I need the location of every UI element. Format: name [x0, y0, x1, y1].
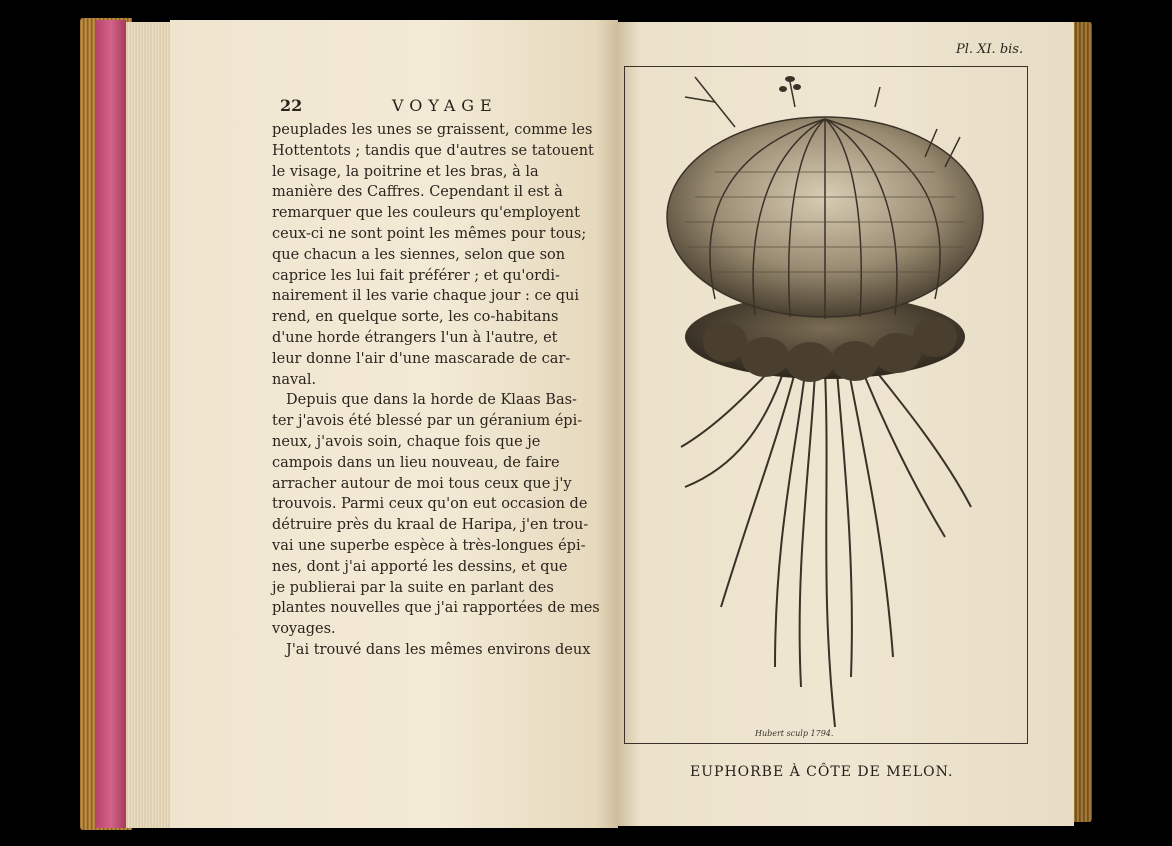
text-line: Depuis que dans la horde de Klaas Bas-: [286, 392, 577, 409]
text-line: d'une horde étrangers l'un à l'autre, et: [272, 329, 558, 346]
text-line: naval.: [272, 371, 317, 388]
text-line: Hottentots ; tandis que d'autres se tatouent: [272, 142, 594, 159]
text-line: nairement il les varie chaque jour : ce qui: [272, 288, 580, 305]
body-text: [272, 120, 598, 661]
text-line: ter j'avois été blessé par un géranium épi-: [272, 413, 583, 430]
text-line: je publierai par la suite en parlant des: [272, 579, 554, 596]
page-edges: [126, 22, 172, 828]
text-line: neux, j'avois soin, chaque fois que je: [272, 433, 541, 450]
left-page: [170, 20, 618, 828]
text-line: rend, en quelque sorte, les co-habitans: [272, 309, 559, 326]
running-head: [280, 96, 600, 118]
text-line: trouvois. Parmi ceux qu'on eut occasion de: [272, 496, 588, 513]
text-line: le visage, la poitrine et les bras, à la: [272, 163, 539, 180]
text-line: leur donne l'air d'une mascarade de car-: [272, 350, 571, 367]
running-head-title: VOYAGE: [392, 96, 498, 115]
page-number: 22: [280, 96, 303, 115]
text-line: J'ai trouvé dans les mêmes environs deux: [286, 641, 591, 658]
plate-label: Pl. XI. bis.: [956, 42, 1024, 57]
text-line: plantes nouvelles que j'ai rapportées de mes: [272, 600, 600, 617]
text-line: ceux-ci ne sont point les mêmes pour tous;: [272, 225, 587, 242]
text-line: vai une superbe espèce à très-longues épi-: [272, 537, 586, 554]
text-line: que chacun a les siennes, selon que son: [272, 246, 566, 263]
plate-caption: EUPHORBE À CÔTE DE MELON.: [690, 764, 954, 780]
euphorbia-illustration: [625, 67, 1027, 743]
right-page: [618, 22, 1074, 826]
text-line: campois dans un lieu nouveau, de faire: [272, 454, 560, 471]
text-line: caprice les lui fait préférer ; et qu'ordi-: [272, 267, 560, 284]
engraver-signature: Hubert sculp 1794.: [755, 729, 834, 738]
text-line: nes, dont j'ai apporté les dessins, et que: [272, 558, 568, 575]
text-line: détruire près du kraal de Haripa, j'en trou-: [272, 517, 589, 534]
text-line: remarquer que les couleurs qu'employent: [272, 205, 580, 222]
text-line: manière des Caffres. Cependant il est à: [272, 184, 563, 201]
book-cover-right: [1072, 22, 1092, 822]
text-line: peuplades les unes se graissent, comme les: [272, 122, 593, 138]
text-line: voyages.: [272, 621, 336, 638]
marbled-endpaper: [96, 20, 126, 828]
text-line: arracher autour de moi tous ceux que j'y: [272, 475, 572, 492]
engraving-plate: [624, 66, 1028, 744]
